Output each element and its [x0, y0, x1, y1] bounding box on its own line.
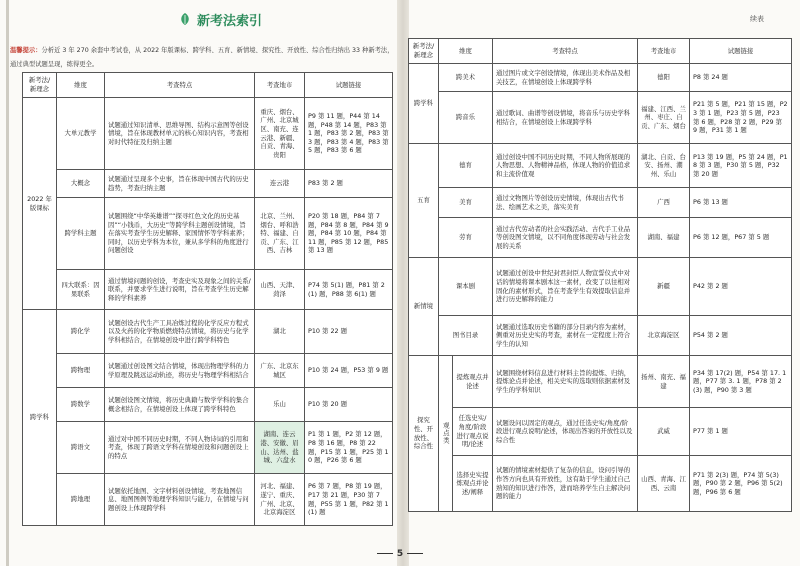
tip-paragraph — [10, 44, 395, 72]
cities-cell: 连云港 — [255, 170, 305, 198]
table-header-row — [409, 39, 792, 64]
page-number-text: 5 — [396, 549, 404, 559]
feature-cell: 试题通过创设中世纪封君封臣人物宣誓仪式中对话的情境将课本剧本这一素材，改变了以往相对固化的素材形式，旨在考查学生有效提取信息并进行历史解释的能力 — [493, 258, 638, 316]
left-index-table — [22, 72, 393, 526]
feature-cell: 试题通过知识清单、思维导图、结构示意图等创设情境，旨在体现教材单元的核心知识内容，考查相对时代特征及归纳主题 — [105, 98, 255, 170]
links-cell: P83 第 2 题 — [305, 170, 393, 198]
links-cell: P42 第 2 题 — [690, 258, 792, 316]
header-cell: 新考法/新理念 — [409, 39, 439, 64]
links-cell: P8 第 24 题 — [690, 64, 792, 92]
cities-cell: 武威 — [638, 408, 690, 456]
table-row — [23, 310, 393, 354]
feature-cell: 试题依托地图、文字材料创设情境，考查地图信息、地图图例等地理学科知识与能力，在情境与问题创设上体现跨学科 — [105, 474, 255, 526]
dimension-cell: 德育 — [439, 144, 493, 188]
table-row — [409, 356, 792, 408]
group-cell: 跨学科 — [409, 64, 439, 144]
links-cell: P9 第 11 题，P44 第 14 题，P48 第 14 题，P83 第 1 题，P83 第 2 题，P83 第 3 题，P83 第 4 题，P83 第 5 题，P83 第 6 题 — [305, 98, 393, 170]
header-cell: 新考法/新理念 — [23, 73, 57, 98]
table-row — [23, 474, 393, 526]
group-cell: 2022 年版课标 — [23, 98, 57, 310]
cities-cell: 扬州、南充、福建 — [638, 356, 690, 408]
links-cell: P71 第 2(3) 题，P74 第 5(3) 题，P90 第 2 题，P96 第 5(2) 题，P96 第 6 题 — [690, 456, 792, 512]
table-row — [409, 408, 792, 456]
header-cell: 考查特点 — [493, 39, 638, 64]
dimension-cell: 跨美术 — [439, 64, 493, 92]
links-cell: P54 第 2 题 — [690, 316, 792, 356]
feature-cell: 试题设问以固定的观点，通过任选史实/角度/阶段进行观点说明/论述，体现出答案的开放性以及综合性 — [493, 408, 638, 456]
links-cell: P6 第 12 题，P67 第 5 题 — [690, 218, 792, 258]
group-cell: 探究性、开放性、综合性 — [409, 356, 439, 512]
table-row — [409, 456, 792, 512]
cities-cell: 湖南、连云港、安徽、眉山、达州、盐城、六盘水 — [255, 422, 305, 474]
table-row — [23, 98, 393, 170]
links-cell: P10 第 20 题 — [305, 388, 393, 422]
links-cell: P6 第 13 题 — [690, 188, 792, 218]
table-row — [409, 258, 792, 316]
page-title — [165, 7, 275, 31]
feature-cell: 通过创设中国不同历史时期，不同人物所展现的人物思想、人物精神品格，体现人物的价值追求和主流价值观 — [493, 144, 638, 188]
table-row — [23, 422, 393, 474]
dimension-cell: 美育 — [439, 188, 493, 218]
dimension-cell: 劳育 — [439, 218, 493, 258]
feature-cell: 试题通过创设图文结合情境，体现出物理学科的力学原理及跳远运动轨迹，将历史与物理学科相结合 — [105, 354, 255, 388]
group-cell: 跨学科 — [23, 310, 57, 526]
feature-cell: 试题创设古代生产工具冶炼过程的化学反应方程式以及火药的化学物质燃烧特点情境，将历史与化学学科相结合，在情境创设中进行跨学科特色 — [105, 310, 255, 354]
links-cell: P1 第 1 题，P2 第 12 题，P8 第 16 题，P8 第 22 题，P15 第 1 题，P25 第 10 题，P26 第 6 题 — [305, 422, 393, 474]
feature-cell: 试题围绕“中华英雄谱”“探寻红色文化的历史基因”“小钱币，大历史”等跨学科主题创设情境，旨在落实考查学生历史解释、家国情怀等学科素养；同时，以历史学科为本位，兼从多学科的角度进行问题创设 — [105, 198, 255, 270]
dimension-cell: 提炼观点并论述 — [453, 356, 493, 408]
table-row — [409, 316, 792, 356]
cities-cell: 山西、青海、江西、云南 — [638, 456, 690, 512]
feature-cell: 通过对中国不同历史时期，不同人物诗词的引用和考查，体现了跨语文学科在情境创设和问题创设上的特点 — [105, 422, 255, 474]
title-text: 新考法索引 — [196, 13, 262, 29]
header-cell: 考查特点 — [105, 73, 255, 98]
dimension-cell: 大概念 — [57, 170, 105, 198]
group-cell: 五育 — [409, 144, 439, 258]
dimension-cell: 任选史实/角度/阶段进行观点说明/论述 — [453, 408, 493, 456]
table-row — [409, 144, 792, 188]
feature-cell: 试题创设图文情境，将历史典籍与数学学科的集合概念相结合，在情境创设上体现了跨学科特色 — [105, 388, 255, 422]
table-row — [23, 170, 393, 198]
cities-cell: 乐山 — [255, 388, 305, 422]
dimension-cell: 课本剧 — [439, 258, 493, 316]
feature-cell: 试题围绕材料信息进行材料主旨的提炼、归纳，提炼论点并论述，相关史实的选取则依据素材及学生的学科知识 — [493, 356, 638, 408]
table-row — [23, 388, 393, 422]
links-cell: P6 第 7 题，P8 第 19 题，P17 第 21 题，P30 第 7 题，P55 第 1 题，P82 第 1(1) 题 — [305, 474, 393, 526]
feature-cell: 通过歌词、曲谱等创设情境，将音乐与历史学科相结合，在情境创设上体现跨学科 — [493, 92, 638, 144]
dimension-cell: 跨学科主题 — [57, 198, 105, 270]
subgroup-cell: 观点类 — [439, 356, 453, 512]
cities-cell: 广西 — [638, 188, 690, 218]
group-cell: 新情境 — [409, 258, 439, 356]
cities-cell: 湖南、福建 — [638, 218, 690, 258]
feature-cell: 试题通过呈现多个史事，旨在体现中国古代的历史趋势，考查归纳主题 — [105, 170, 255, 198]
header-cell: 考查地市 — [255, 73, 305, 98]
tip-text: 分析近 3 年 270 余套中考试卷，从 2022 年版课标、跨学科、五育、新情境、探究性、开放性、综合性归纳出 33 种新考法，通过典型试题呈现，练得更全。 — [10, 47, 394, 68]
links-cell: P74 第 5(1) 题，P81 第 2(1) 题，P88 第 6(1) 题 — [305, 270, 393, 310]
header-cell: 维度 — [57, 73, 105, 98]
links-cell: P10 第 24 题，P53 第 9 题 — [305, 354, 393, 388]
feature-cell: 通过文物图片等创设历史情境，体现出古代书法、绘画艺术之美，落实美育 — [493, 188, 638, 218]
links-cell: P34 第 17(2) 题，P54 第 17. 1 题，P77 第 3. 1 题，P78 第 2(3) 题，P90 第 3 题 — [690, 356, 792, 408]
dimension-cell: 四大联系：因果联系 — [57, 270, 105, 310]
dimension-cell: 跨化学 — [57, 310, 105, 354]
table-row — [409, 218, 792, 258]
links-cell: P77 第 1 题 — [690, 408, 792, 456]
links-cell: P21 第 5 题，P21 第 15 题，P23 第 1 题，P23 第 5 题，P23 第 6 题，P28 第 2 题，P29 第 9 题，P31 第 1 题 — [690, 92, 792, 144]
table-header-row — [23, 73, 393, 98]
leaf-icon — [178, 12, 192, 26]
dimension-cell: 跨地理 — [57, 474, 105, 526]
links-cell: P13 第 19 题，P5 第 24 题，P18 第 3 题，P30 第 5 题，P32 第 20 题 — [690, 144, 792, 188]
binding-edge — [6, 0, 9, 566]
table-row — [23, 354, 393, 388]
header-cell: 试题链接 — [690, 39, 792, 64]
header-cell: 试题链接 — [305, 73, 393, 98]
right-index-table — [408, 38, 792, 512]
table-row — [23, 270, 393, 310]
links-cell: P20 第 18 题，P84 第 7 题，P84 第 8 题，P84 第 9 题，P84 第 10 题，P84 第 11 题，P85 第 12 题，P85 第 13 题 — [305, 198, 393, 270]
cities-cell: 河北、福建、遂宁、重庆、广州、北京、北京海淀区 — [255, 474, 305, 526]
dimension-cell: 选择史实提炼观点并论述/阐释 — [453, 456, 493, 512]
continued-label: 续表 — [750, 15, 764, 23]
header-cell: 维度 — [439, 39, 493, 64]
feature-cell: 通过古代劳动者的社会实践活动、古代手工业品等创设图文情境，以不同角度体现劳动与社会发展的关系 — [493, 218, 638, 258]
cities-cell: 新疆 — [638, 258, 690, 316]
cities-cell: 湖北 — [255, 310, 305, 354]
table-row — [23, 198, 393, 270]
feature-cell: 通过情境问题的创设，考查史实及现象之间的关系/联系，并要求学生进行说明，旨在考查学生历史解释的学科素养 — [105, 270, 255, 310]
feature-cell: 通过图片或文字创设情境，体现出美术作品及相关技艺，在情境创设上体现跨学科 — [493, 64, 638, 92]
dimension-cell: 图书目录 — [439, 316, 493, 356]
table-row — [409, 64, 792, 92]
links-cell: P10 第 22 题 — [305, 310, 393, 354]
dimension-cell: 跨数学 — [57, 388, 105, 422]
dimension-cell: 跨音乐 — [439, 92, 493, 144]
dimension-cell: 大单元教学 — [57, 98, 105, 170]
cities-cell: 福建、江西、兰州、枣庄、自贡、广东、烟台 — [638, 92, 690, 144]
table-row — [409, 188, 792, 218]
cities-cell: 德阳 — [638, 64, 690, 92]
table-row — [409, 92, 792, 144]
tip-label: 温馨提示： — [10, 47, 42, 54]
cities-cell: 湖北、自贡、台安、扬州、潮州、乐山 — [638, 144, 690, 188]
dimension-cell: 跨语文 — [57, 422, 105, 474]
dimension-cell: 跨物理 — [57, 354, 105, 388]
cities-cell: 北京、兰州、烟台、呼和浩特、福建、自贡、广东、江西、吉林 — [255, 198, 305, 270]
cities-cell: 北京海淀区 — [638, 316, 690, 356]
cities-cell: 广东、北京东城区 — [255, 354, 305, 388]
cities-cell: 重庆、烟台、广州、北京城区、南充、连云港、新疆、自贡、青海、贵阳 — [255, 98, 305, 170]
cities-cell: 山西、天津、菏泽 — [255, 270, 305, 310]
page-number — [355, 549, 445, 559]
header-cell: 考查地市 — [638, 39, 690, 64]
feature-cell: 试题的情境素材提供了复杂的信息，设问引导的作答方向也具有开放性，这有助于学生通过自己熟知的知识进行作答，进而培养学生自主解决问题的能力 — [493, 456, 638, 512]
feature-cell: 试题通过选取历史书籍的部分目录内容为素材，侧重对历史史实的考查，素材在一定程度上符合学生的认知 — [493, 316, 638, 356]
